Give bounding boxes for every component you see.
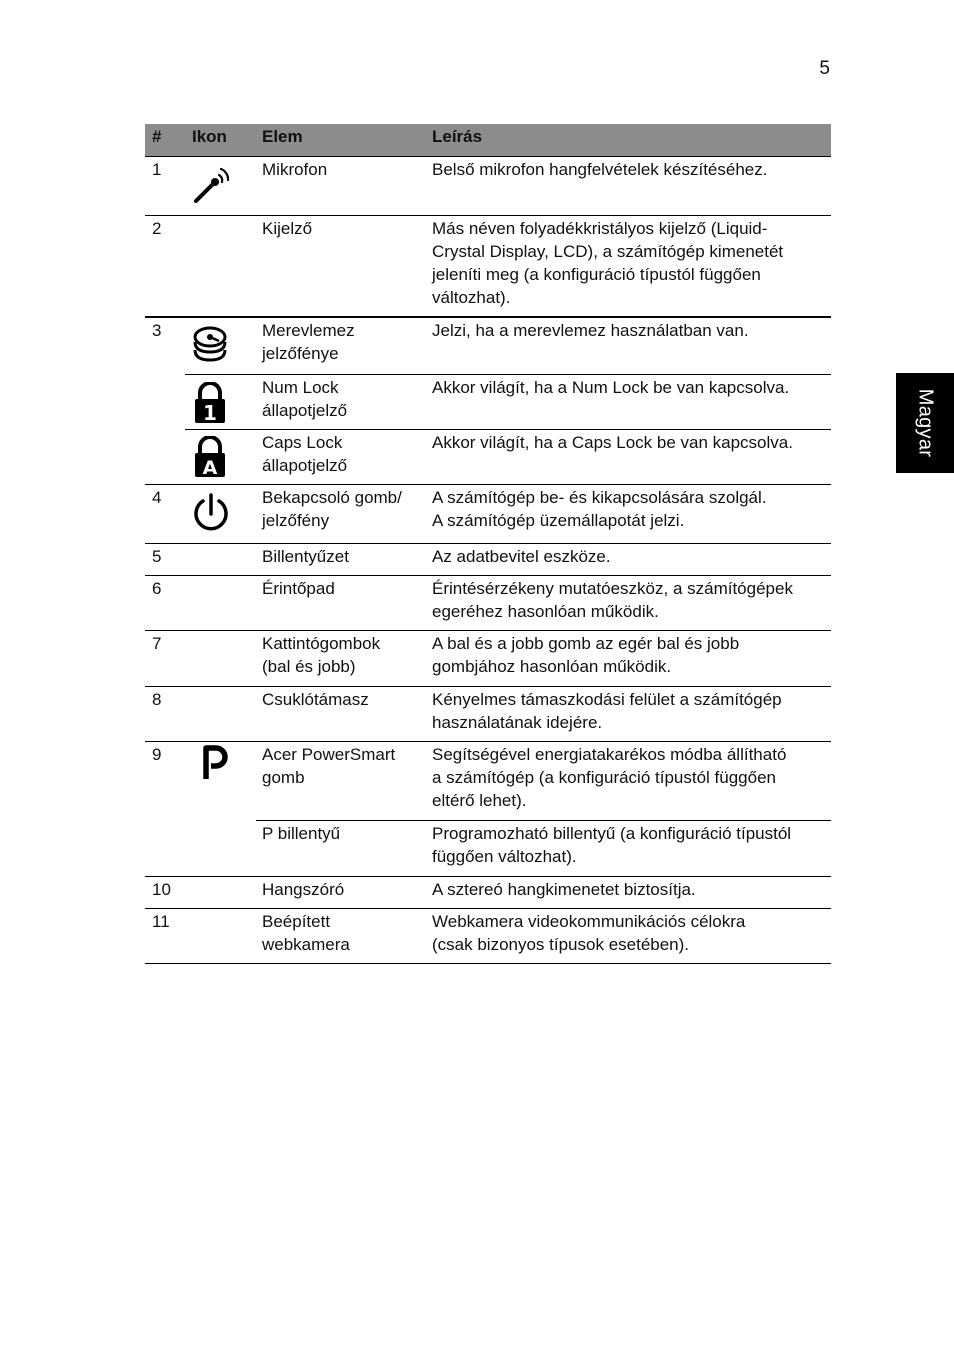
row-num: 8 [152, 690, 162, 709]
desc-line: Kényelmes támaszkodási felület a számítógép [432, 690, 782, 709]
row-desc [432, 376, 831, 399]
elem-line: Acer PowerSmart [262, 745, 396, 764]
elem-line: Csuklótámasz [262, 690, 369, 709]
table-row [145, 157, 831, 216]
table-header [145, 124, 831, 157]
power-icon [192, 492, 230, 534]
elem-line: jelzőfénye [262, 344, 339, 363]
row-num: 9 [152, 745, 162, 764]
caps-lock-icon [192, 436, 228, 478]
header-elem: Elem [262, 127, 303, 146]
elem-line: Hangszóró [262, 880, 345, 899]
row-divider [185, 374, 831, 375]
desc-line: A számítógép üzemállapotát jelzi. [432, 511, 685, 530]
row-desc [432, 632, 831, 678]
row-num: 2 [152, 219, 162, 238]
row-desc [432, 545, 831, 568]
row-elem [262, 545, 427, 568]
row-elem [262, 822, 427, 845]
row-num: 3 [152, 321, 162, 340]
elem-line: jelzőfény [262, 511, 330, 530]
num-lock-icon [192, 382, 228, 424]
row-elem [262, 158, 427, 181]
desc-line: Más néven folyadékkristályos kijelző (Liquid- [432, 219, 768, 238]
desc-line: Akkor világít, ha a Num Lock be van kapcsolva. [432, 378, 790, 397]
row-elem [262, 878, 427, 901]
elem-line: Mikrofon [262, 160, 328, 179]
hdd-icon [192, 325, 228, 367]
row-num: 10 [152, 880, 171, 899]
table-row [145, 576, 831, 631]
page-number: 5 [819, 58, 830, 79]
desc-line: A sztereó hangkimenetet biztosítja. [432, 880, 696, 899]
header-num: # [152, 127, 162, 146]
desc-line: Segítségével energiatakarékos módba állítható [432, 745, 787, 764]
row-elem [262, 376, 427, 422]
row-desc [432, 910, 831, 956]
desc-line: a számítógép (a konfiguráció típustól függően [432, 768, 776, 787]
elem-line: Merevlemez [262, 321, 355, 340]
row-desc [432, 217, 831, 309]
row-num: 6 [152, 579, 162, 598]
desc-line: eltérő lehet). [432, 791, 527, 810]
desc-line: Webkamera videokommunikációs célokra [432, 912, 746, 931]
elem-line: webkamera [262, 935, 350, 954]
table-row [145, 877, 831, 909]
desc-line: Programozható billentyű (a konfiguráció típustól [432, 824, 792, 843]
row-divider [256, 820, 831, 821]
row-desc [432, 158, 831, 181]
row-desc [432, 688, 831, 734]
elem-line: gomb [262, 768, 305, 787]
row-elem [262, 486, 427, 532]
elem-line: P billentyű [262, 824, 341, 843]
row-desc [432, 577, 831, 623]
language-tab-label: Magyar [914, 388, 937, 458]
row-num: 4 [152, 488, 162, 507]
table-row [145, 909, 831, 964]
desc-line: jeleníti meg (a konfiguráció típustól függően [432, 265, 761, 284]
header-desc: Leírás [432, 127, 483, 146]
row-desc [432, 822, 831, 868]
row-elem [262, 577, 427, 600]
row-num: 1 [152, 160, 162, 179]
p-key-icon [203, 745, 229, 781]
row-elem [262, 431, 427, 477]
microphone-icon [192, 165, 232, 205]
desc-line: használatának idejére. [432, 713, 603, 732]
elem-line: Num Lock [262, 378, 339, 397]
row-elem [262, 319, 427, 365]
elem-line: (bal és jobb) [262, 657, 356, 676]
table-row-group [145, 318, 831, 485]
elem-line: Érintőpad [262, 579, 335, 598]
row-elem [262, 910, 427, 956]
row-desc [432, 319, 831, 342]
row-elem [262, 743, 427, 789]
desc-line: változhat). [432, 288, 511, 307]
desc-line: Jelzi, ha a merevlemez használatban van. [432, 321, 749, 340]
desc-line: Belső mikrofon hangfelvételek készítéséhez. [432, 160, 768, 179]
table-row [145, 544, 831, 576]
elem-line: állapotjelző [262, 456, 348, 475]
row-desc [432, 743, 831, 812]
language-tab [896, 373, 954, 473]
table-row [145, 485, 831, 544]
elem-line: Billentyűzet [262, 547, 349, 566]
row-desc [432, 431, 831, 454]
svg-text:1: 1 [203, 401, 217, 424]
desc-line: Érintésérzékeny mutatóeszköz, a számítógépek [432, 579, 793, 598]
row-desc [432, 486, 831, 532]
desc-line: Akkor világít, ha a Caps Lock be van kapcsolva. [432, 433, 793, 452]
row-elem [262, 217, 427, 240]
row-elem [262, 632, 427, 678]
row-desc [432, 878, 831, 901]
row-elem [262, 688, 427, 711]
desc-line: egeréhez hasonlóan működik. [432, 602, 659, 621]
desc-line: A számítógép be- és kikapcsolására szolgál. [432, 488, 767, 507]
header-icon: Ikon [192, 127, 227, 146]
elem-line: Kattintógombok [262, 634, 381, 653]
desc-line: A bal és a jobb gomb az egér bal és jobb [432, 634, 740, 653]
row-num: 5 [152, 547, 162, 566]
elem-line: Caps Lock [262, 433, 343, 452]
desc-line: Crystal Display, LCD), a számítógép kimenetét [432, 242, 784, 261]
table-row-group [145, 742, 831, 877]
row-num: 7 [152, 634, 162, 653]
desc-line: gombjához hasonlóan működik. [432, 657, 672, 676]
elem-line: Kijelző [262, 219, 313, 238]
table-row [145, 631, 831, 687]
elem-line: állapotjelző [262, 401, 348, 420]
elem-line: Bekapcsoló gomb/ [262, 488, 402, 507]
component-table [145, 124, 831, 964]
desc-line: Az adatbevitel eszköze. [432, 547, 611, 566]
table-row [145, 216, 831, 318]
svg-text:A: A [202, 457, 218, 478]
table-row [145, 687, 831, 742]
desc-line: függően változhat). [432, 847, 577, 866]
desc-line: (csak bizonyos típusok esetében). [432, 935, 690, 954]
row-num: 11 [152, 912, 170, 931]
elem-line: Beépített [262, 912, 331, 931]
row-divider [185, 429, 831, 430]
